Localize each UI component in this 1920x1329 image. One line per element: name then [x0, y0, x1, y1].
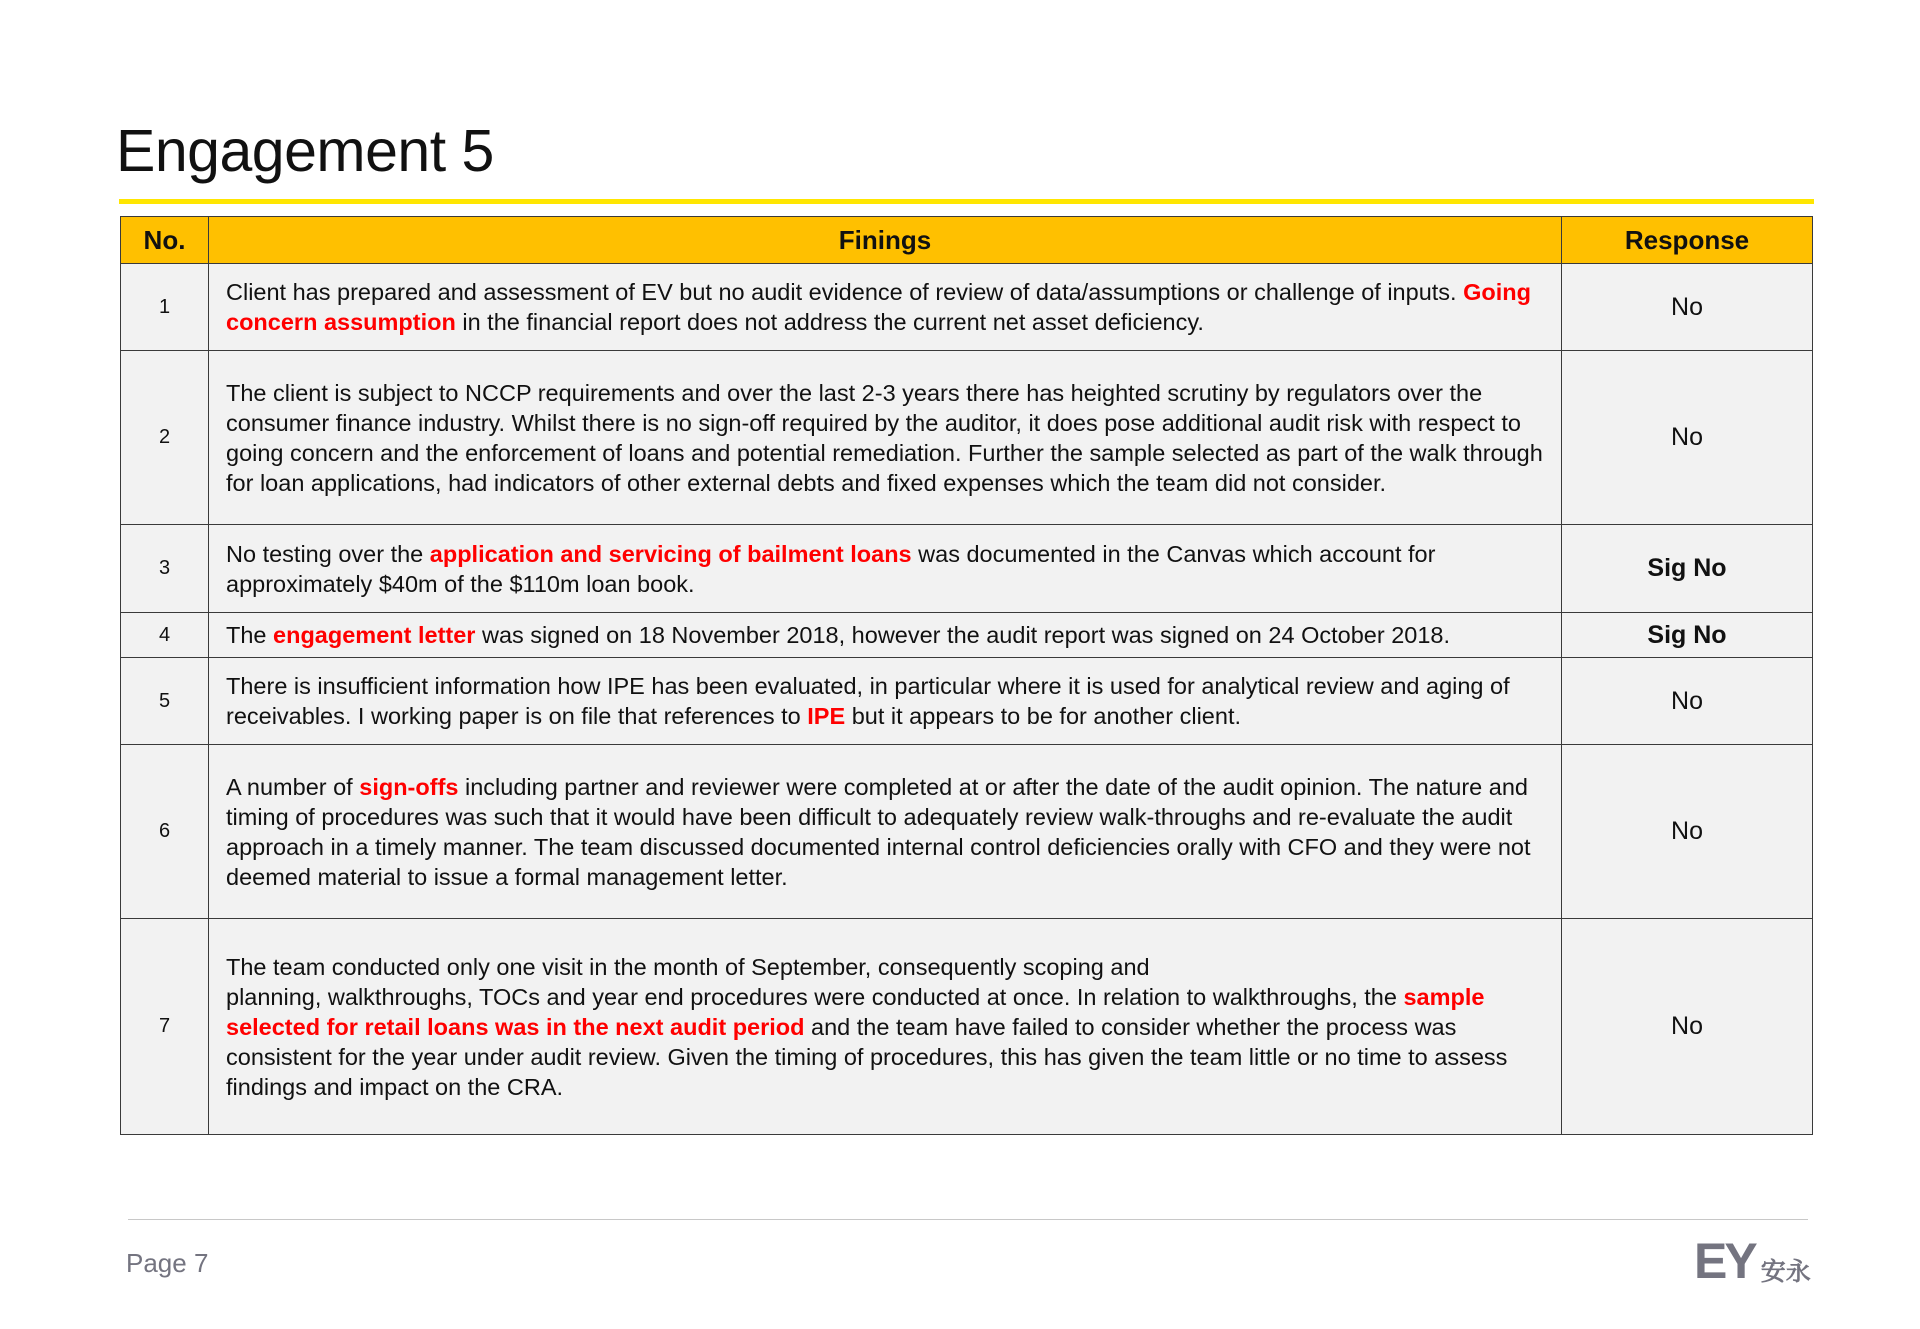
table-row	[121, 351, 1813, 525]
finding-text-segment: and the team have failed to consider whether the process was consistent for the year under audit review. Given the timing of procedures, this has given the team little or no time to assess findings and impact on the CRA.	[226, 1013, 1508, 1100]
ey-logo	[1694, 1233, 1811, 1289]
highlighted-phrase: application and servicing of bailment loans	[429, 540, 912, 567]
response-value: Sig No	[1562, 613, 1813, 658]
footer-divider	[128, 1219, 1808, 1220]
ey-logo-chinese: 安永	[1760, 1257, 1811, 1286]
row-number: 2	[121, 351, 209, 525]
page-number: Page 7	[126, 1248, 209, 1278]
table-row	[121, 919, 1813, 1135]
response-value: No	[1562, 351, 1813, 525]
highlighted-phrase: sign-offs	[359, 773, 459, 800]
finding-text-segment: The client is subject to NCCP requirements and over the last 2-3 years there has heighted scrutiny by regulators over the consumer finance industry. Whilst there is no sign-off required by the auditor, it does pose additional audit risk with respect to going concern and the enforcement of loans and potential remediation. Further the sample selected as part of the walk through for loan applications, had indicators of other external debts and fixed expenses which the team did not consider.	[226, 379, 1543, 496]
row-number: 6	[121, 745, 209, 919]
table-row	[121, 658, 1813, 745]
row-number: 4	[121, 613, 209, 658]
table-row	[121, 264, 1813, 351]
response-value: No	[1562, 658, 1813, 745]
row-number: 7	[121, 919, 209, 1135]
table-header-row	[121, 217, 1813, 264]
response-value: No	[1562, 745, 1813, 919]
ey-logo-text: EY	[1694, 1233, 1755, 1289]
finding-text-segment: in the financial report does not address the current net asset deficiency.	[455, 309, 1204, 335]
highlighted-phrase: IPE	[807, 703, 846, 729]
finding-text-segment: There is insufficient information how IPE has been evaluated, in particular where it is used for analytical review and aging of receivables. I working paper is on file that references to	[226, 673, 1510, 729]
finding-text	[209, 658, 1562, 745]
finding-text-segment: planning, walkthroughs, TOCs and year end procedures were conducted at once. In relation to walkthroughs, the	[226, 983, 1404, 1010]
finding-text-segment: Client has prepared and assessment of EV but no audit evidence of review of data/assumptions or challenge of inputs.	[226, 279, 1464, 305]
table-row	[121, 745, 1813, 919]
row-number: 1	[121, 264, 209, 351]
finding-text-segment: The	[226, 622, 274, 648]
finding-text-segment: was documented in the Canvas which account for approximately $40m of the $110m loan book.	[226, 540, 1436, 597]
table-row	[121, 613, 1813, 658]
row-number: 3	[121, 525, 209, 613]
response-value: Sig No	[1562, 525, 1813, 613]
finding-text	[209, 351, 1562, 525]
finding-text-segment: A number of	[226, 773, 360, 800]
row-number: 5	[121, 658, 209, 745]
title-underline	[119, 199, 1814, 204]
response-value: No	[1562, 264, 1813, 351]
finding-text-segment: but it appears to be for another client.	[845, 703, 1241, 729]
finding-text-segment: The team conducted only one visit in the month of September, consequently scoping and	[226, 953, 1150, 980]
finding-text	[209, 613, 1562, 658]
highlighted-phrase: engagement letter	[273, 622, 476, 648]
highlighted-phrase: Going concern assumption	[226, 279, 1531, 335]
header-findings: Finings	[209, 217, 1562, 264]
response-value: No	[1562, 919, 1813, 1135]
header-response: Response	[1562, 217, 1813, 264]
finding-text-segment: was signed on 18 November 2018, however the audit report was signed on 24 October 2018.	[475, 622, 1451, 648]
finding-text	[209, 264, 1562, 351]
page-title: Engagement 5	[116, 118, 494, 184]
header-no: No.	[121, 217, 209, 264]
finding-text	[209, 745, 1562, 919]
finding-text-segment: including partner and reviewer were completed at or after the date of the audit opinion. The nature and timing of procedures was such that it would have been difficult to adequately review walk-throughs and re-evaluate the audit approach in a timely manner. The team discussed documented internal control deficiencies orally with CFO and they were not deemed material to issue a formal management letter.	[226, 773, 1531, 890]
findings-table	[120, 216, 1813, 1135]
highlighted-phrase: sample selected for retail loans was in the next audit period	[226, 983, 1485, 1040]
finding-text	[209, 919, 1562, 1135]
finding-text	[209, 525, 1562, 613]
table-row	[121, 525, 1813, 613]
finding-text-segment: No testing over the	[226, 540, 430, 567]
